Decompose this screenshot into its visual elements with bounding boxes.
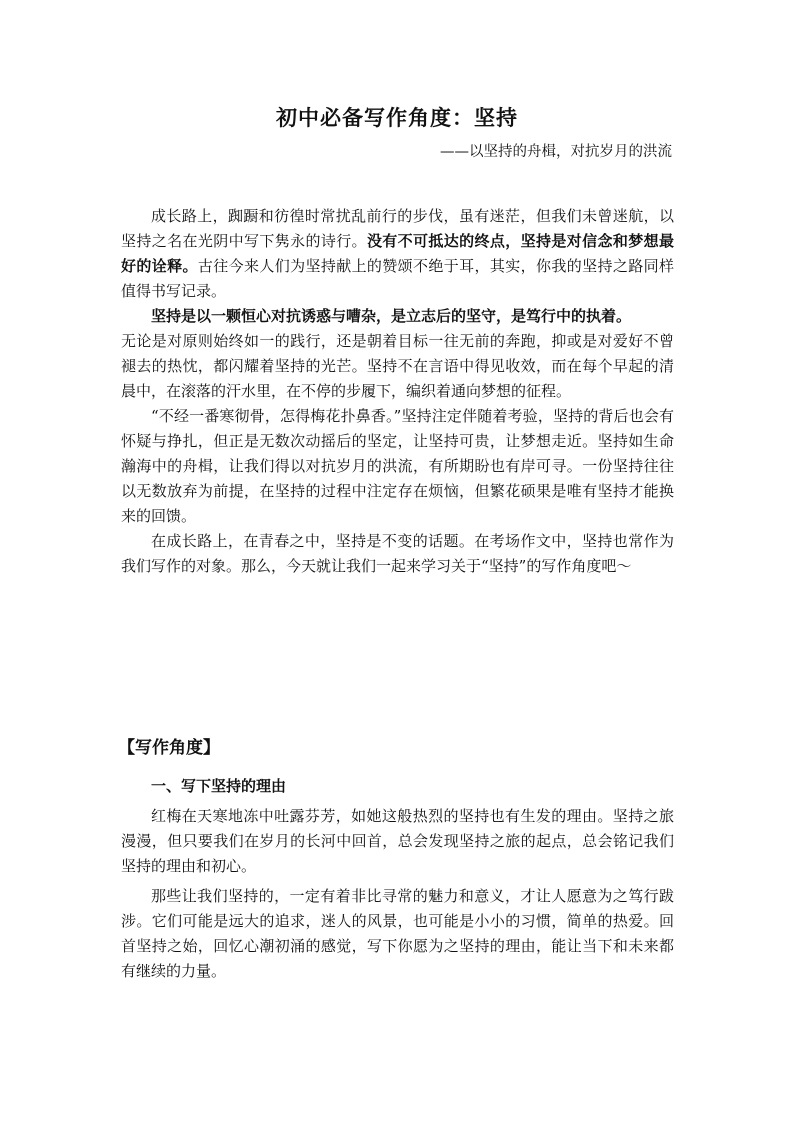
section-paragraph-2: 那些让我们坚持的，一定有着非比寻常的魅力和意义，才让人愿意为之笃行跋涉。它们可能是远大的追求，迷人的风景，也可能是小小的习惯，简单的热爱。回首坚持之始，回忆心潮初涌的感觉，写下你愿为之坚持的理由，能让当下和未来都有继续的力量。 <box>121 887 674 980</box>
intro-paragraph-4: 在成长路上，在青春之中，坚持是不变的话题。在考场作文中，坚持也常作为我们写作的对象。那么，今天就让我们一起来学习关于“坚持”的写作角度吧～ <box>121 532 674 575</box>
section-subheading: 一、写下坚持的理由 <box>151 777 287 795</box>
intro-paragraph-2 <box>121 304 674 329</box>
intro-paragraph-1-text-b: 古往今来人们为坚持献上的赞颂不绝于耳，其实，你我的坚持之路同样值得书写记录。 <box>121 257 674 300</box>
intro-paragraph-1-emphasis: 没有不可抵达的终点，坚持是对信念和梦想最好的诠释。 <box>121 232 674 275</box>
section-paragraph-1: 红梅在天寒地冻中吐露芬芳，如她这般热烈的坚持也有生发的理由。坚持之旅漫漫，但只要我们在岁月的长河中回首，总会发现坚持之旅的起点，总会铭记我们坚持的理由和初心。 <box>121 807 674 875</box>
intro-paragraph-2-emphasis: 坚持是以一颗恒心对抗诱惑与嘈杂，是立志后的坚守，是笃行中的执着。 <box>151 307 632 325</box>
section-body <box>121 804 674 984</box>
intro-paragraph-3: “不经一番寒彻骨，怎得梅花扑鼻香。”坚持注定伴随着考验，坚持的背后也会有怀疑与挣扎，但正是无数次动摇后的坚定，让坚持可贵，让梦想走近。坚持如生命瀚海中的舟楫，让我们得以对抗岁月的洪流，有所期盼也有岸可寻。一份坚持往往以无数放弃为前提，在坚持的过程中注定存在烦恼，但繁花硕果是唯有坚持才能换来的回馈。 <box>121 407 674 525</box>
page-subtitle: ——以坚持的舟楫，对抗岁月的洪流 <box>440 144 672 160</box>
intro-paragraph-2-text: 无论是对原则始终如一的践行，还是朝着目标一往无前的奔跑，抑或是对爱好不曾褪去的热忱，都闪耀着坚持的光芒。坚持不在言语中得见收效，而在每个早起的清晨中，在滚落的汗水里，在不停的步履下，编织着通向梦想的征程。 <box>121 332 674 400</box>
intro-paragraph-1 <box>121 204 674 304</box>
section-heading: 【写作角度】 <box>118 738 220 758</box>
intro-paragraph-1-text-a: 成长路上，踟蹰和彷徨时常扰乱前行的步伐，虽有迷茫，但我们未曾迷航，以坚持之名在光阴中写下隽永的诗行。 <box>121 207 674 250</box>
page-title: 初中必备写作角度：坚持 <box>276 105 518 130</box>
intro-section <box>121 204 674 579</box>
intro-paragraph-2-continued <box>121 329 674 404</box>
